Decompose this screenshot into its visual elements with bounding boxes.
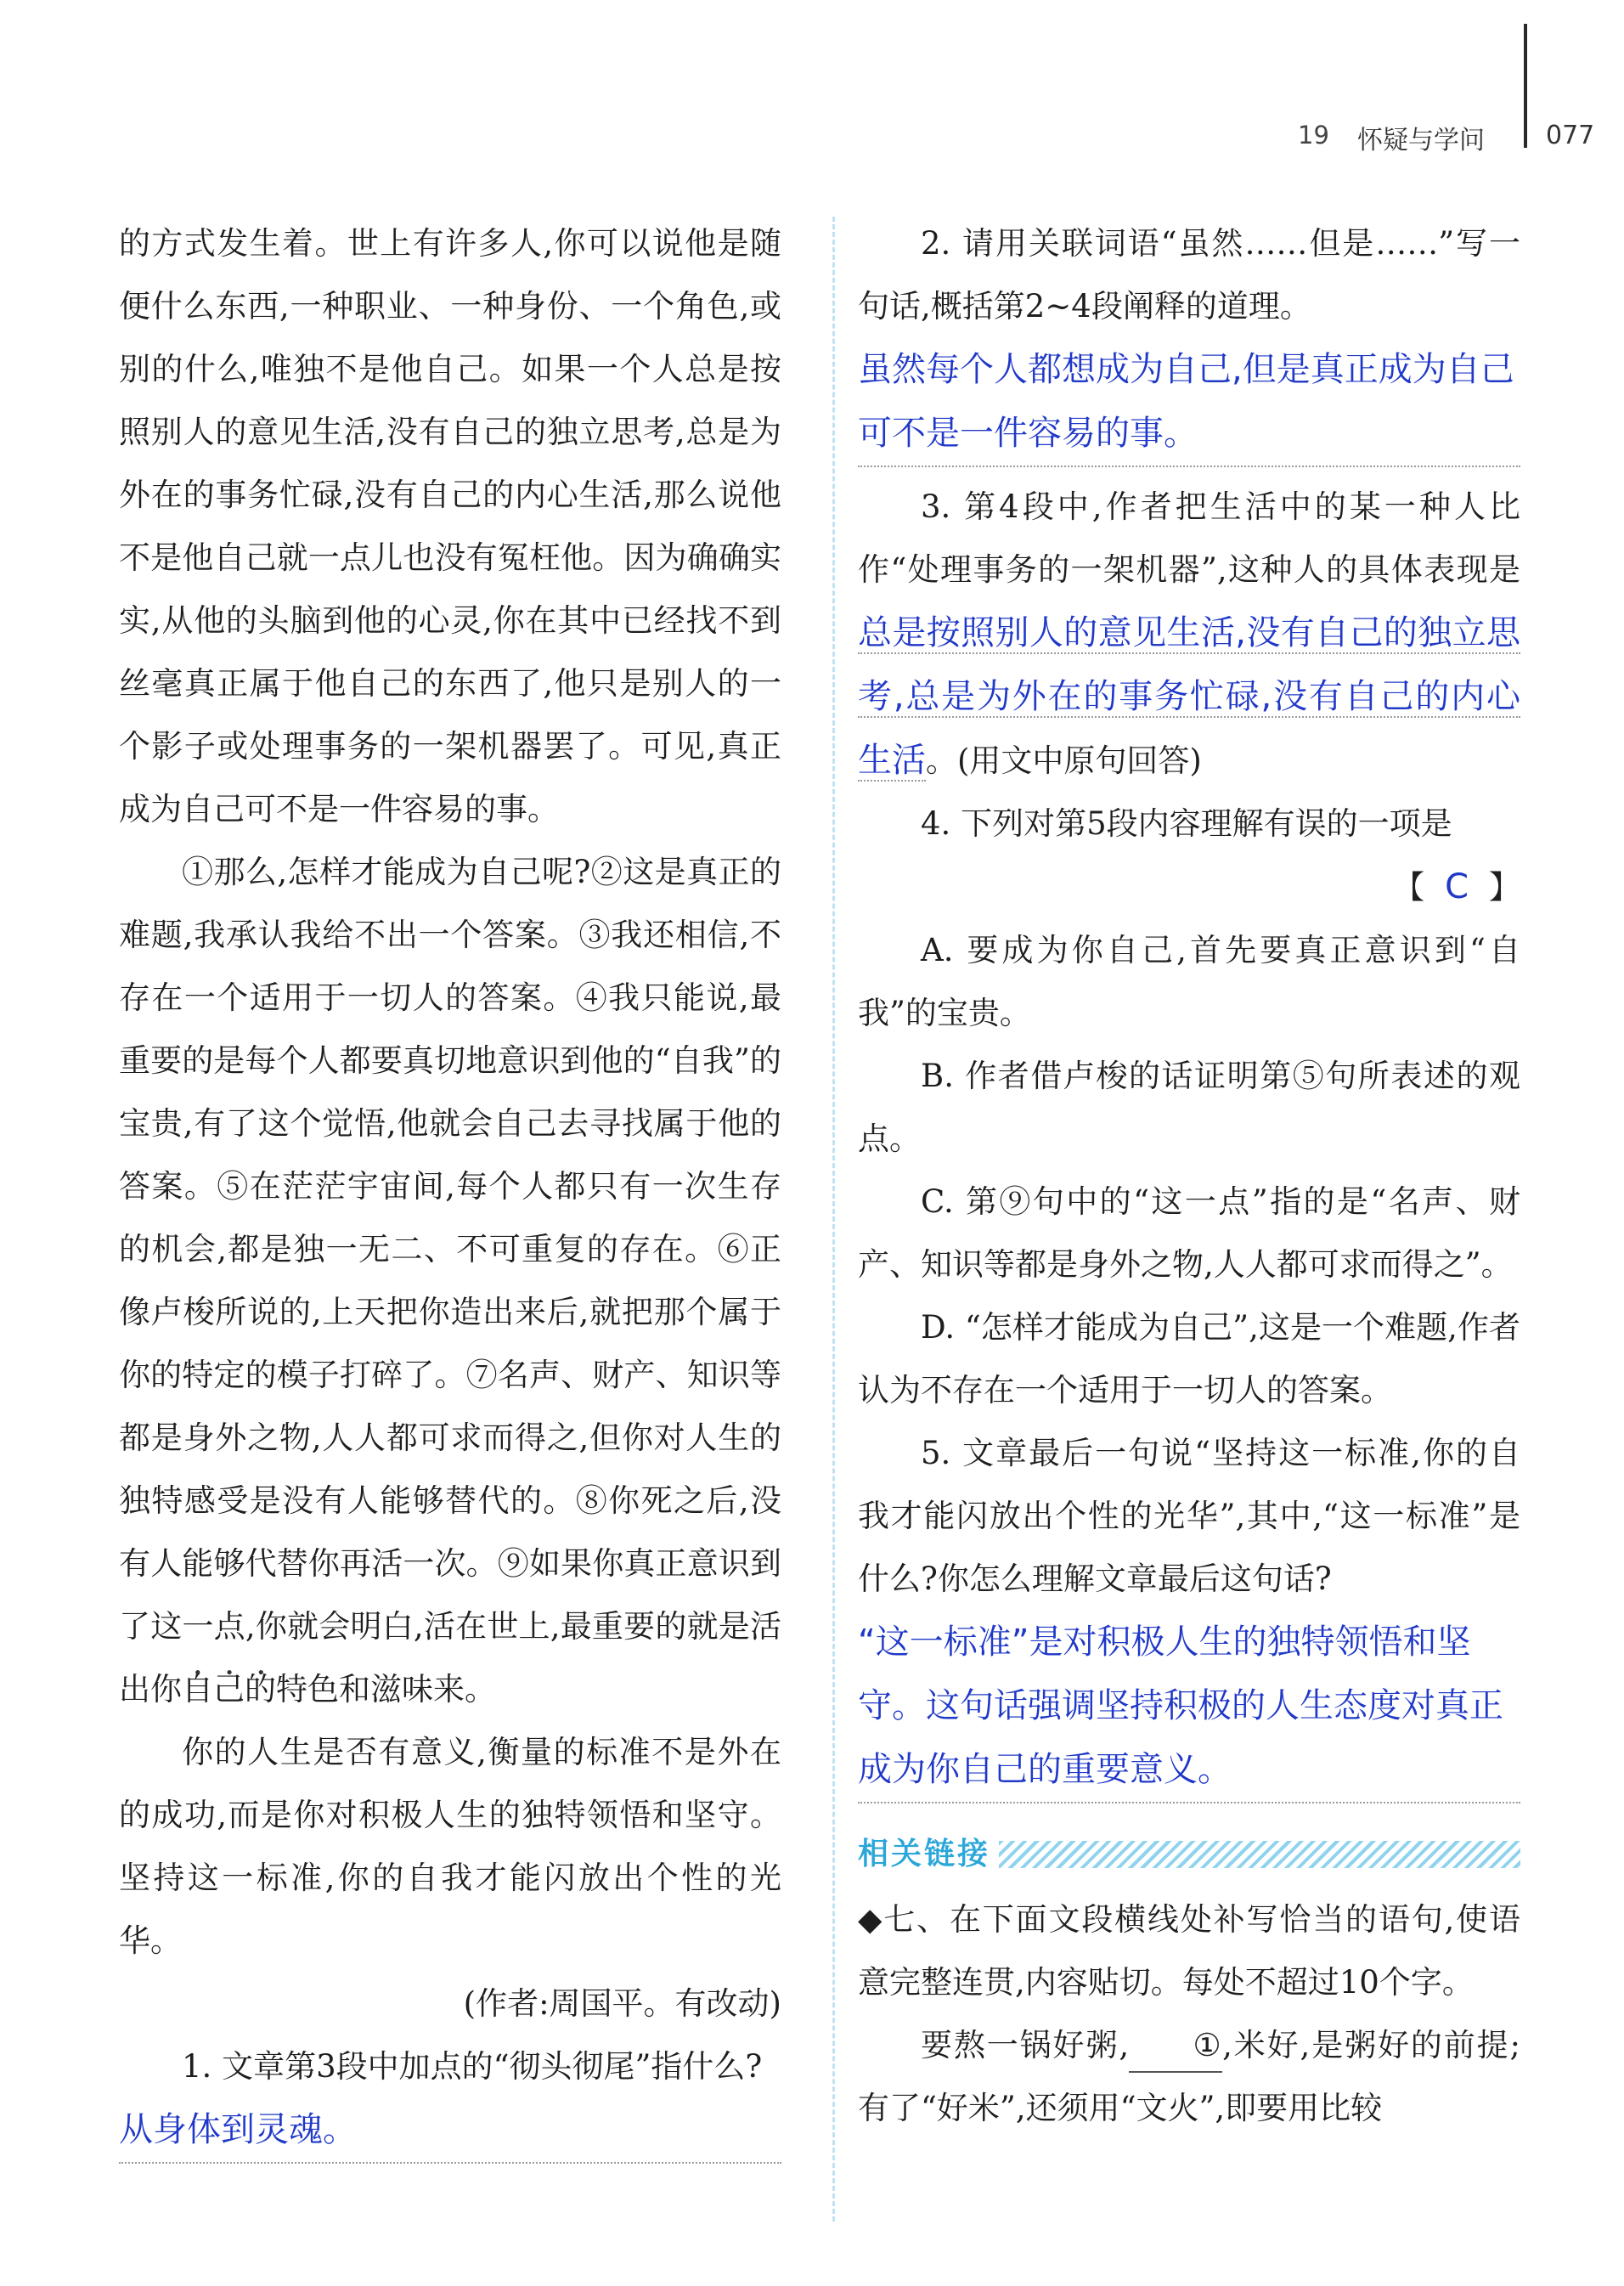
question-7-passage bbox=[858, 2014, 1520, 2140]
blank-1[interactable]: ① bbox=[1129, 2020, 1222, 2073]
emphasis-dot-char: 点 bbox=[213, 1608, 245, 1645]
answer-4: C bbox=[1445, 867, 1469, 906]
column-divider bbox=[832, 217, 835, 2221]
answer-1: 从身体到灵魂。 bbox=[119, 2110, 357, 2149]
related-links-label: 相关链接 bbox=[858, 1837, 991, 1871]
heading-stripe-decoration bbox=[999, 1841, 1520, 1868]
article-paragraph-2 bbox=[119, 841, 781, 1721]
question-1: 1. 文章第3段中加点的“彻头彻尾”指什么? bbox=[182, 2048, 763, 2085]
passage-text-before: 要熬一锅好粥, bbox=[921, 2027, 1130, 2063]
question-3-prefix: 3. 第4段中,作者把生活中的某一种人比作“处理事务的一架机器”,这种人的具体表现是 bbox=[858, 488, 1520, 588]
right-column bbox=[858, 212, 1520, 2140]
answer-5: “这一标准”是对积极人生的独特领悟和坚守。这句话强调坚持积极的人生态度对真正成为你自己的重要意义。 bbox=[858, 1623, 1503, 1789]
answer-2: 虽然每个人都想成为自己,但是真正成为自己可不是一件容易的事。 bbox=[858, 350, 1514, 453]
option-a: A. 要成为你自己,首先要真正意识到“自我”的宝贵。 bbox=[858, 932, 1520, 1031]
bracket-close: 】 bbox=[1489, 869, 1520, 906]
related-links-heading bbox=[858, 1829, 1520, 1880]
question-4: 4. 下列对第5段内容理解有误的一项是 bbox=[921, 805, 1452, 842]
answer-4-bracket[interactable] bbox=[858, 855, 1520, 919]
emphasis-dot-char: 一 bbox=[182, 1608, 214, 1645]
answer-1-line[interactable] bbox=[119, 2098, 781, 2164]
page-number: 077 bbox=[1546, 121, 1595, 150]
answer-3[interactable]: 总是按照别人的意见生活,没有自己的独立思考,总是为外在的事务忙碌,没有自己的内心生活 bbox=[858, 613, 1520, 780]
option-b: B. 作者借卢梭的话证明第⑤句所表述的观点。 bbox=[858, 1058, 1520, 1157]
chapter-number: 19 bbox=[1298, 121, 1329, 150]
header-divider bbox=[1524, 24, 1527, 148]
chapter-title: 怀疑与学问 bbox=[1357, 126, 1485, 155]
question-2: 2. 请用关联词语“虽然……但是……”写一句话,概括第2~4段阐释的道理。 bbox=[858, 225, 1520, 325]
article-paragraph-1: 的方式发生着。世上有许多人,你可以说他是随便什么东西,一种职业、一种身份、一个角色,或别的什么,唯独不是他自己。如果一个人总是按照别人的意见生活,没有自己的独立思考,总是为外在的事务忙碌,没有自己的内心生活,那么说他不是他自己就一点儿也没有冤枉他。因为确确实实,从他的头脑到他的心灵,你在其中已经找不到丝毫真正属于他自己的东西了,他只是别人的一个影子或处理事务的一架机器罢了。可见,真正成为自己可不是一件容易的事。 bbox=[119, 225, 781, 827]
answer-2-line[interactable] bbox=[858, 338, 1520, 467]
option-d: D. “怎样才能成为自己”,这是一个难题,作者认为不存在一个适用于一切人的答案。 bbox=[858, 1309, 1520, 1408]
paragraph-2-text: ①那么,怎样才能成为自己呢?②这是真正的难题,我承认我给不出一个答案。③我还相信,不存在一个适用于一切人的答案。④我只能说,最重要的是每个人都要真切地意识到他的“自我”的宝贵,有了这个觉悟,他就会自己去寻找属于他的答案。⑤在茫茫宇宙间,每个人都只有一次生存的机会,都是独一无二、不可重复的存在。⑥正像卢梭所说的,上天把你造出来后,就把那个属于你的特定的模子打碎了。⑦名声、财产、知识等都是身外之物,人人都可求而得之,但你对人生的独特感受是没有人能够替代的。⑧你死之后,没有人能够代替你再活一次。⑨如果你真正意识到了 bbox=[119, 854, 781, 1645]
page-header bbox=[0, 0, 1624, 170]
answer-5-line[interactable] bbox=[858, 1611, 1520, 1803]
emphasis-dot-char: 这 bbox=[150, 1608, 183, 1645]
article-paragraph-3: 你的人生是否有意义,衡量的标准不是外在的成功,而是你对积极人生的独特领悟和坚守。坚持这一标准,你的自我才能闪放出个性的光华。 bbox=[119, 1734, 781, 1959]
question-3 bbox=[858, 476, 1520, 793]
question-3-suffix: 。(用文中原句回答) bbox=[926, 742, 1202, 779]
question-5: 5. 文章最后一句说“坚持这一标准,你的自我才能闪放出个性的光华”,其中,“这一标准”是什么?你怎么理解文章最后这句话? bbox=[858, 1435, 1520, 1597]
passage-text-after: ,米好,是粥好的前提;有了“好米”,还须用“文火”,即要用比较 bbox=[858, 2027, 1520, 2126]
paragraph-2-text-end: ,你就会明白,活在世上,最重要的就是活出你自己的特色和滋味来。 bbox=[119, 1608, 782, 1707]
option-c: C. 第⑨句中的“这一点”指的是“名声、财产、知识等都是身外之物,人人都可求而得之”。 bbox=[858, 1183, 1520, 1283]
left-column bbox=[119, 212, 781, 2172]
article-source: (作者:周国平。有改动) bbox=[463, 1985, 781, 2022]
bracket-open: 【 bbox=[1393, 869, 1425, 906]
question-7: ◆七、在下面文段横线处补写恰当的语句,使语意完整连贯,内容贴切。每处不超过10个字。 bbox=[858, 1901, 1520, 2001]
